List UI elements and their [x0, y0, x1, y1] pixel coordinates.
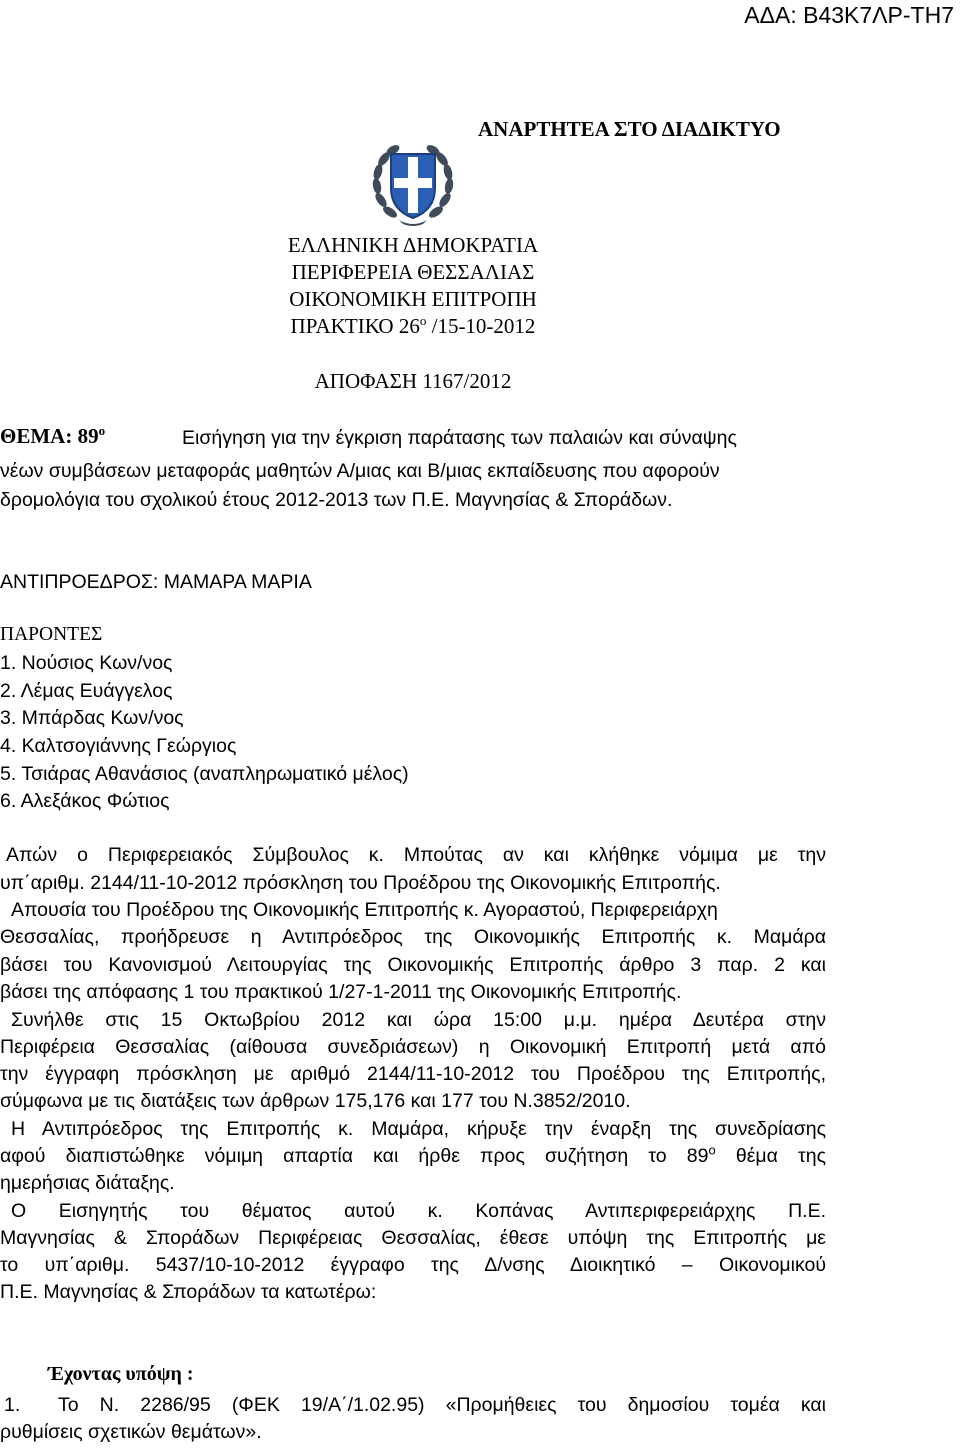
member-6: 6. Αλεξάκος Φώτιος	[0, 790, 170, 812]
opened-line-2-text: αφού διαπιστώθηκε νόμιμη απαρτία και ήρθε προς συζήτηση το 89	[0, 1145, 709, 1167]
opened-line-3: ημερήσιας διάταξης.	[0, 1172, 175, 1194]
minutes-sup: ο	[419, 313, 427, 328]
absence-line-1: Απουσία του Προέδρου της Οικονομικής Επιτροπής κ. Αγοραστού, Περιφερειάρχη	[11, 899, 718, 921]
considering-item-1-line-2: ρυθμίσεις σχετικών θεμάτων».	[0, 1421, 262, 1443]
header-region: ΠΕΡΙΦΕΡΕΙΑ ΘΕΣΣΑΛΙΑΣ	[291, 260, 535, 284]
minutes-suffix: /15-10-2012	[426, 314, 536, 338]
vice-chair: ΑΝΤΙΠΡΟΕΔΡΟΣ: ΜΑΜΑΡΑ ΜΑΡΙΑ	[0, 571, 312, 593]
absence-line-4: βάσει της απόφασης 1 του πρακτικού 1/27-1-2011 της Οικονομικής Επιτροπής.	[0, 981, 682, 1003]
absence-line-2: Θεσσαλίας, προήδρευσε η Αντιπρόεδρος της Οικονομικής Επιτροπής κ. Μαμάρα	[0, 926, 826, 948]
considering-item-1-number: 1.	[4, 1394, 21, 1416]
convened-line-1: Συνήλθε στις 15 Οκτωβρίου 2012 και ώρα 15:00 μ.μ. ημέρα Δευτέρα στην	[11, 1009, 826, 1031]
header-committee: ΟΙΚΟΝΟΜΙΚΗ ΕΠΙΤΡΟΠΗ	[289, 287, 537, 311]
subject-label-text: ΘΕΜΑ: 89	[0, 424, 99, 448]
header-minutes	[0, 314, 826, 339]
convened-line-4: σύμφωνα με τις διατάξεις των άρθρων 175,176 και 177 του Ν.3852/2010.	[0, 1090, 631, 1112]
subject-label	[0, 424, 105, 449]
subject-line-1: Εισήγηση για την έγκριση παράτασης των παλαιών και σύναψης	[182, 427, 737, 449]
convened-line-2: Περιφέρεια Θεσσαλίας (αίθουσα συνεδριάσεων) η Οικονομική Επιτροπή μετά από	[0, 1036, 826, 1058]
present-heading: ΠΑΡΟΝΤΕΣ	[0, 624, 103, 645]
member-1: 1. Νούσιος Κων/νος	[0, 652, 173, 674]
opened-line-2	[0, 1142, 826, 1168]
emblem-graphic	[371, 140, 455, 228]
member-4: 4. Καλτσογιάννης Γεώργιος	[0, 735, 237, 757]
opened-line-2-sup: ο	[708, 1142, 716, 1158]
opened-line-1: Η Αντιπρόεδρος της Επιτροπής κ. Μαμάρα, κήρυξε την έναρξη της συνεδρίασης	[11, 1118, 826, 1140]
header-republic: ΕΛΛΗΝΙΚΗ ΔΗΜΟΚΡΑΤΙΑ	[287, 233, 539, 257]
opened-line-2-tail: θέμα της	[715, 1145, 826, 1167]
considering-heading: Έχοντας υπόψη :	[48, 1363, 194, 1385]
member-2: 2. Λέμας Ευάγγελος	[0, 680, 173, 702]
ada-code: ΑΔΑ: Β43Κ7ΛΡ-ΤΗ7	[744, 2, 954, 28]
posting-notice: ΑΝΑΡΤΗΤΕΑ ΣΤΟ ΔΙΑΔΙΚΤΥΟ	[478, 117, 781, 141]
member-3: 3. Μπάρδας Κων/νος	[0, 707, 184, 729]
absent-line-1: Απών ο Περιφερειακός Σύμβουλος κ. Μπούτας αν και κλήθηκε νόμιμα με την	[6, 844, 826, 866]
subject-line-2: νέων συμβάσεων μεταφοράς μαθητών Α/μιας και Β/μιας εκπαίδευσης που αφορούν	[0, 460, 720, 482]
absence-line-3: βάσει του Κανονισμού Λειτουργίας της Οικονομικής Επιτροπής άρθρο 3 παρ. 2 και	[0, 954, 826, 976]
subject-label-sup: ο	[98, 423, 106, 438]
rapporteur-line-4: Π.Ε. Μαγνησίας & Σποράδων τα κατωτέρω:	[0, 1281, 377, 1303]
convened-line-3: την έγγραφη πρόσκληση με αριθμό 2144/11-10-2012 του Προέδρου της Επιτροπής,	[0, 1063, 826, 1085]
absent-line-2: υπ΄αριθμ. 2144/11-10-2012 πρόσκληση του Προέδρου της Οικονομικής Επιτροπής.	[0, 872, 721, 894]
considering-item-1-line-1: Το Ν. 2286/95 (ΦΕΚ 19/Α΄/1.02.95) «Προμήθειες του δημοσίου τομέα και	[58, 1394, 826, 1416]
subject-line-3: δρομολόγια του σχολικού έτους 2012-2013 των Π.Ε. Μαγνησίας & Σποράδων.	[0, 489, 673, 511]
decision-number: ΑΠΟΦΑΣΗ 1167/2012	[314, 369, 512, 393]
rapporteur-line-2: Μαγνησίας & Σποράδων Περιφέρειας Θεσσαλίας, έθεσε υπόψη της Επιτροπής με	[0, 1227, 826, 1249]
greek-coat-of-arms-icon	[371, 140, 455, 228]
rapporteur-line-1: Ο Εισηγητής του θέματος αυτού κ. Κοπάνας Αντιπεριφερειάρχης Π.Ε.	[11, 1200, 826, 1222]
member-5: 5. Τσιάρας Αθανάσιος (αναπληρωματικό μέλος)	[0, 763, 409, 785]
minutes-prefix: ΠΡΑΚΤΙΚΟ 26	[290, 314, 420, 338]
rapporteur-line-3: το υπ΄αριθμ. 5437/10-10-2012 έγγραφο της Δ/νσης Διοικητικό – Οικονομικού	[0, 1254, 826, 1276]
